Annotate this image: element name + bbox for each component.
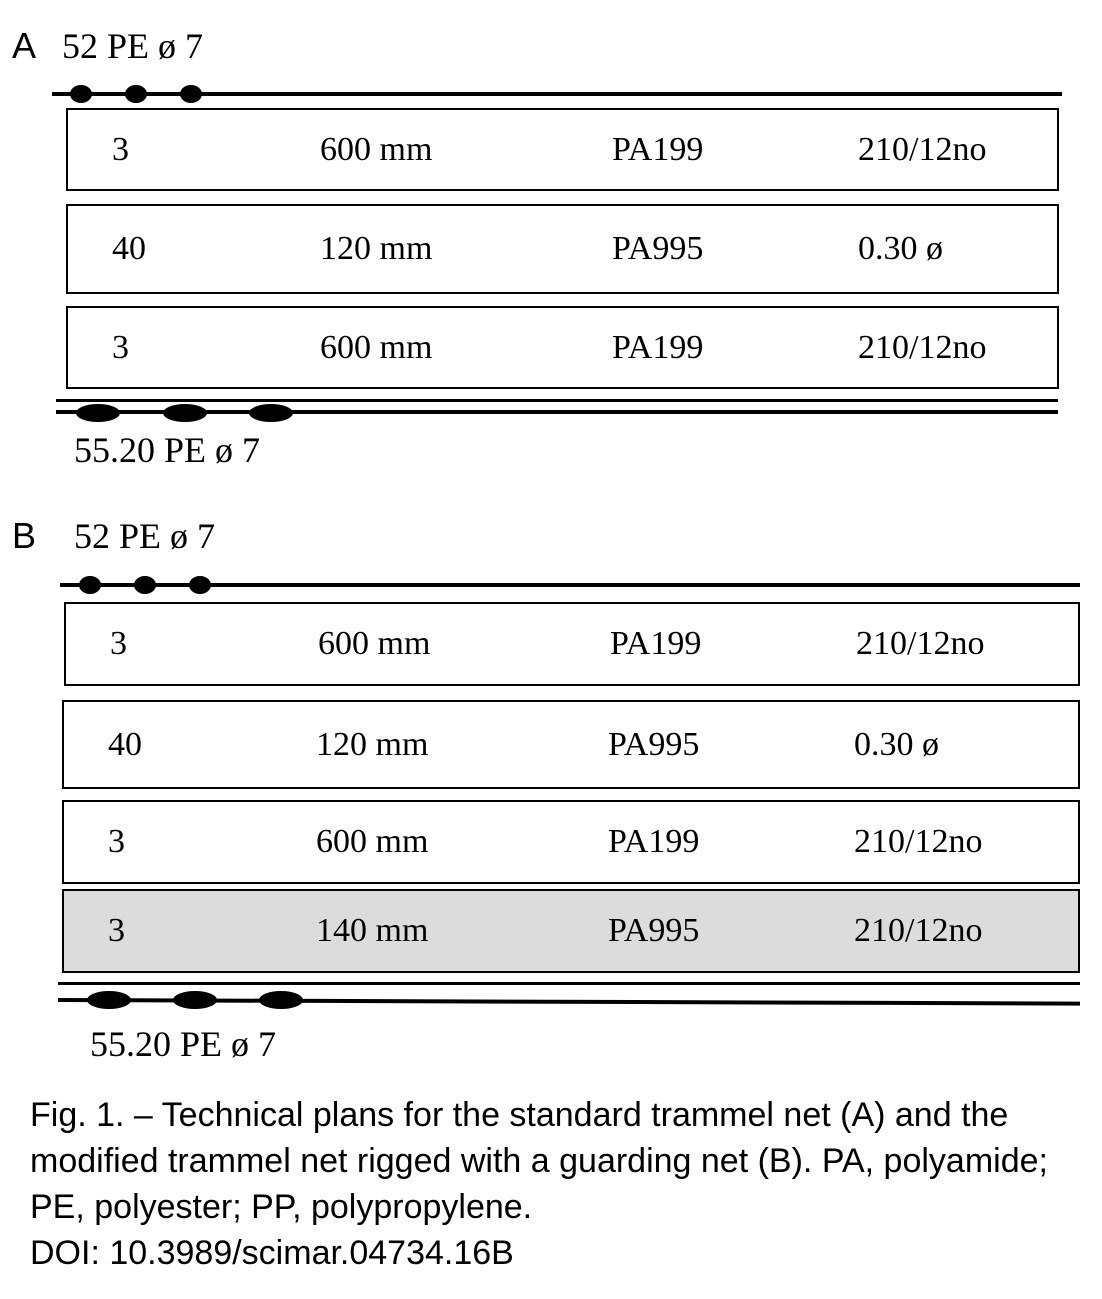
row-count: 40: [112, 230, 146, 267]
panel-a-float: [180, 85, 202, 103]
figure-caption: [30, 1092, 1090, 1276]
row-count: 3: [112, 130, 129, 168]
row-twine: 210/12no: [858, 328, 987, 366]
panel-b-lead-line-label: 55.20 PE ø 7: [90, 1024, 277, 1064]
panel-b-float-line-label: 52 PE ø 7: [74, 516, 216, 556]
row-mesh-size: 600 mm: [316, 823, 429, 860]
panel-a-float-line: [52, 92, 1062, 96]
panel-b-guarding-net-row: [62, 889, 1080, 973]
panel-b-float: [79, 576, 101, 594]
panel-a-float: [125, 85, 147, 103]
panel-b-net-row-2: [62, 700, 1080, 789]
panel-a-net-row-2: [66, 204, 1059, 294]
panel-b-net-row-3: [62, 800, 1080, 884]
row-count: 40: [108, 725, 142, 763]
row-material: PA199: [612, 328, 704, 366]
panel-a-float: [70, 85, 92, 103]
panel-a-sinker: [76, 404, 120, 422]
row-mesh-size: 600 mm: [320, 130, 433, 168]
panel-a-lead-line-upper: [56, 399, 1058, 402]
row-twine: 210/12no: [854, 912, 983, 949]
row-mesh-size: 600 mm: [320, 328, 433, 366]
row-twine: 210/12no: [854, 823, 983, 860]
row-material: PA995: [608, 912, 700, 949]
row-count: 3: [108, 912, 125, 949]
row-material: PA199: [610, 625, 702, 662]
row-mesh-size: 140 mm: [316, 912, 429, 949]
row-twine: 210/12no: [858, 130, 987, 168]
panel-a-net-row-3: [66, 306, 1059, 389]
row-count: 3: [110, 625, 127, 662]
panel-b-sinker: [87, 991, 131, 1009]
row-material: PA995: [608, 725, 700, 763]
panel-b-sinker: [259, 991, 303, 1009]
panel-a-letter: A: [12, 25, 37, 66]
row-mesh-size: 120 mm: [320, 230, 433, 267]
panel-b-float: [189, 576, 211, 594]
panel-b-lead-line-upper: [58, 982, 1080, 985]
row-material: PA199: [612, 130, 704, 168]
row-mesh-size: 120 mm: [316, 725, 429, 763]
panel-b-letter: B: [12, 515, 37, 556]
row-twine: 0.30 ø: [854, 725, 939, 763]
caption-text: Fig. 1. – Technical plans for the standard trammel net (A) and the modified trammel net rigged with a guarding net (B). PA, polyamide; PE, polyester; PP, polypropylene.: [30, 1096, 1048, 1226]
panel-b-float: [134, 576, 156, 594]
row-count: 3: [108, 823, 125, 860]
row-material: PA995: [612, 230, 704, 267]
panel-a-sinker: [163, 404, 207, 422]
row-material: PA199: [608, 823, 700, 860]
row-count: 3: [112, 328, 129, 366]
caption-doi: DOI: 10.3989/scimar.04734.16B: [30, 1234, 514, 1272]
panel-b-float-line: [60, 583, 1080, 587]
panel-a-net-row-1: [66, 108, 1059, 191]
panel-b-sinker: [173, 991, 217, 1009]
row-twine: 0.30 ø: [858, 230, 943, 267]
panel-a-float-line-label: 52 PE ø 7: [62, 26, 204, 66]
panel-a-lead-line-label: 55.20 PE ø 7: [74, 430, 261, 470]
panel-b-net-row-1: [64, 602, 1080, 686]
row-mesh-size: 600 mm: [318, 625, 431, 662]
row-twine: 210/12no: [856, 625, 985, 662]
panel-a-sinker: [249, 404, 293, 422]
